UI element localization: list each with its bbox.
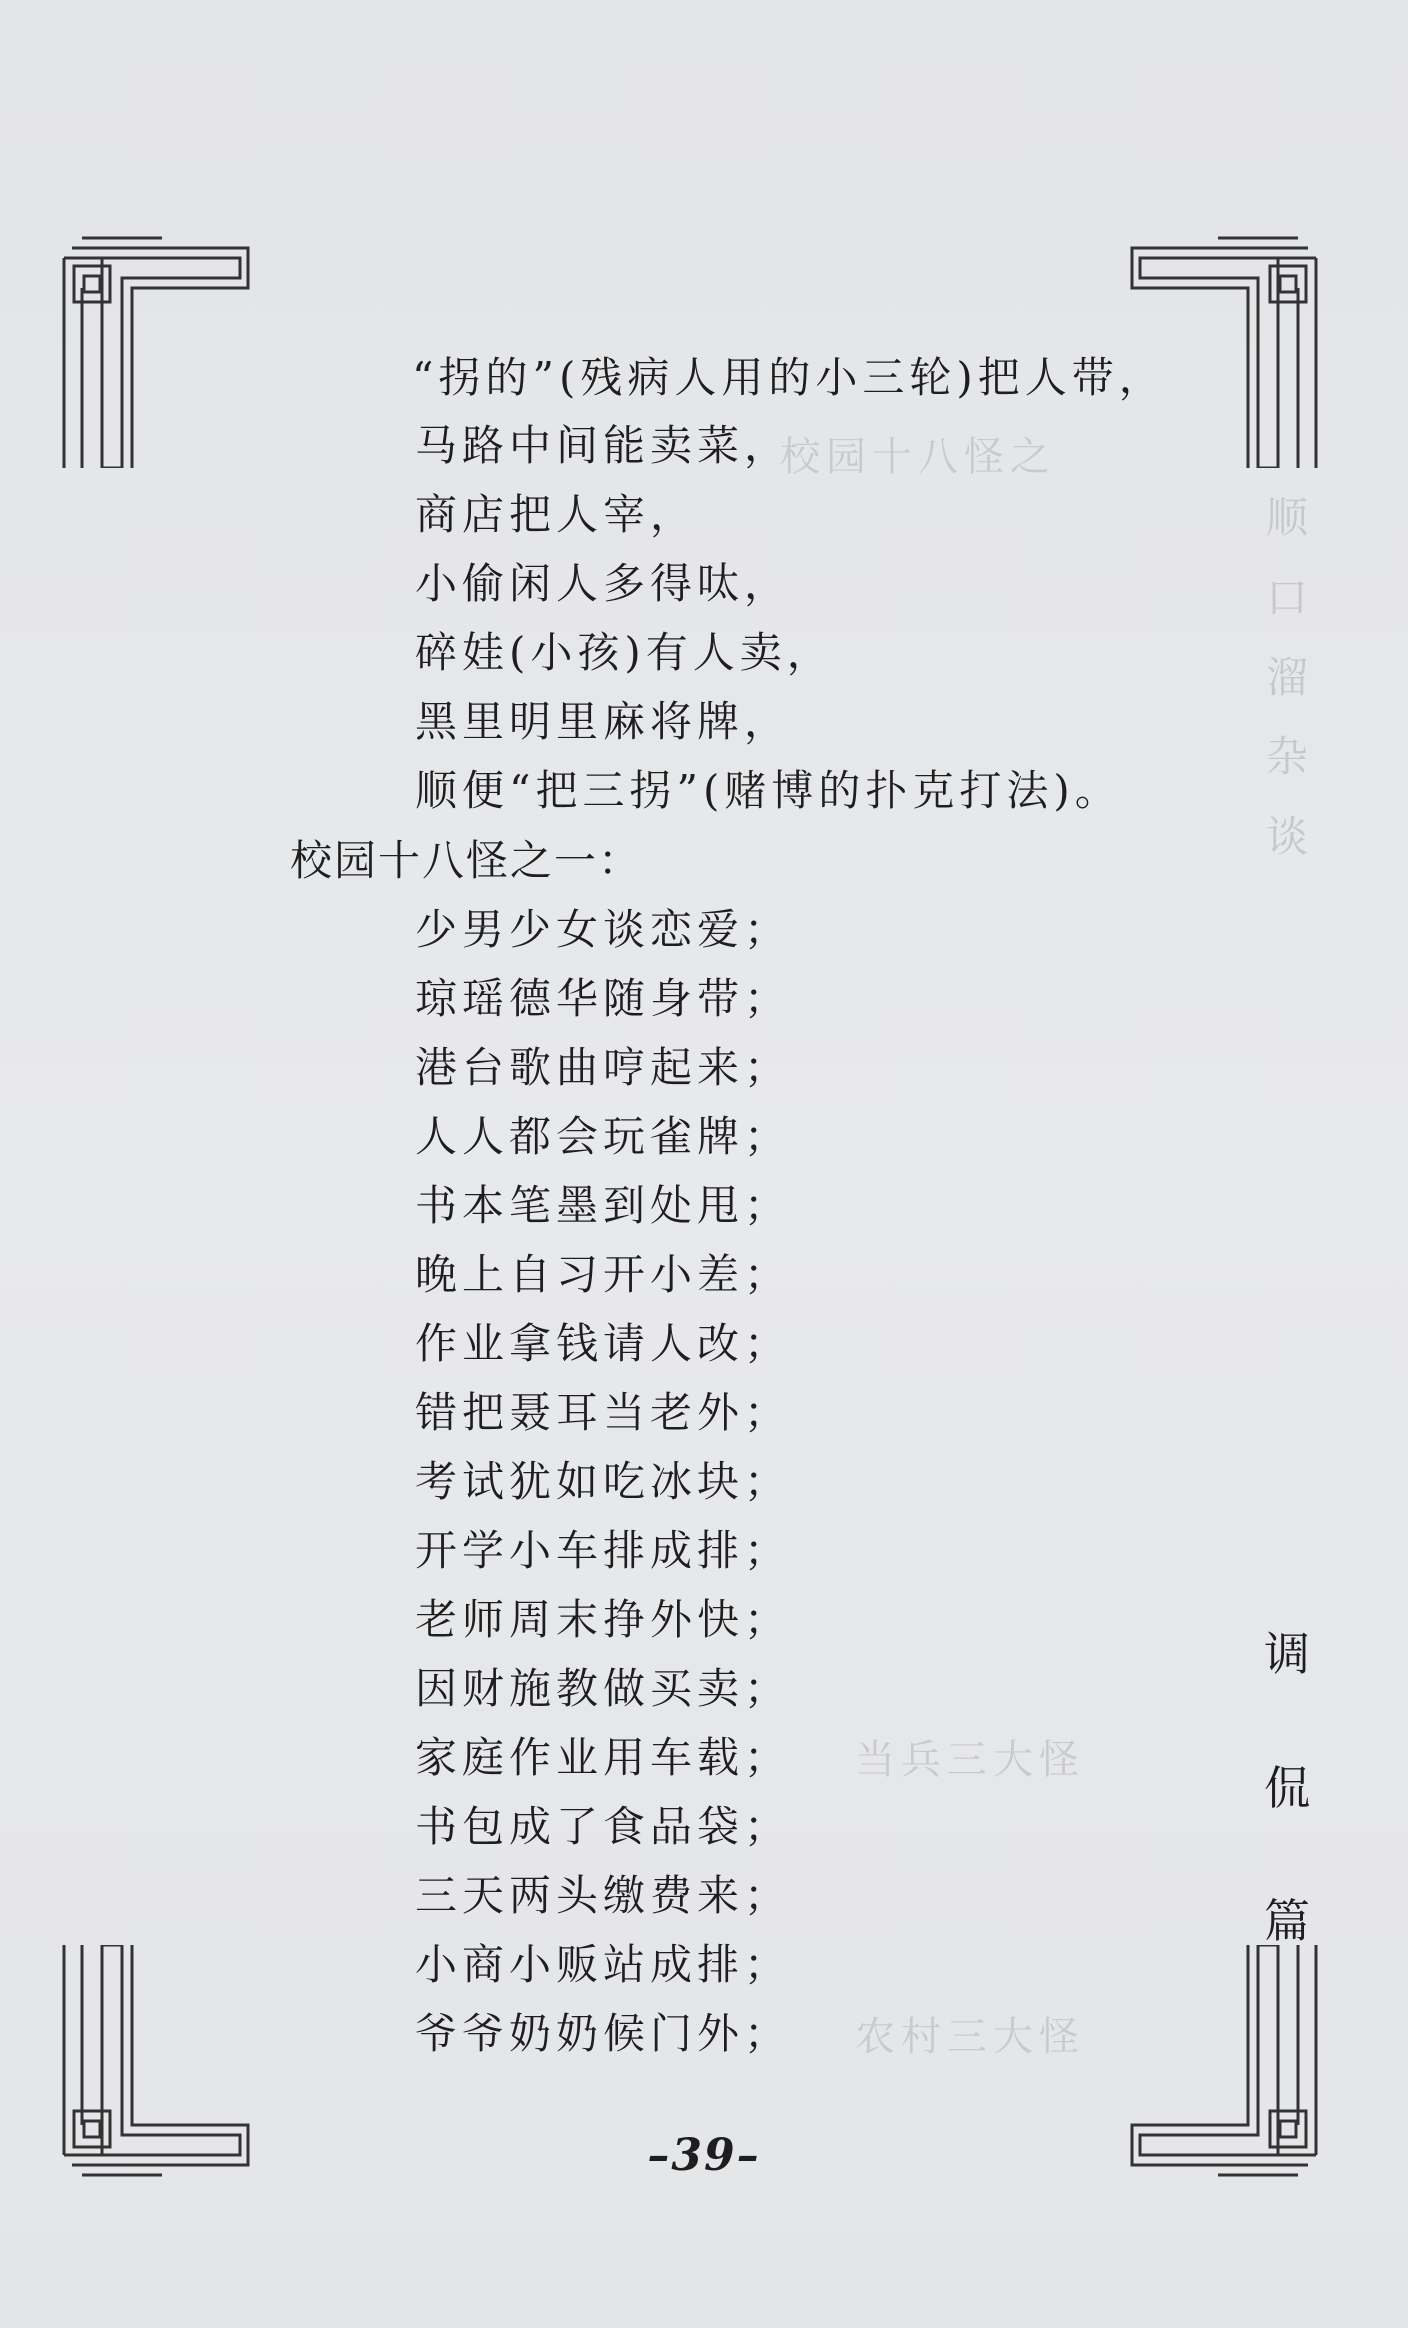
verse-line: 开学小车排成排； — [415, 1526, 792, 1575]
verse-line: 书本笔墨到处甩； — [415, 1181, 792, 1230]
verse-line: 商店把人宰， — [415, 490, 698, 539]
verse-line: 人人都会玩雀牌； — [415, 1112, 792, 1161]
verse-line: 因财施教做买卖； — [415, 1664, 792, 1713]
verse-line: 碎娃(小孩)有人卖， — [415, 628, 834, 677]
verse-line: 港台歌曲哼起来； — [415, 1043, 792, 1092]
verse-line: 少男少女谈恋爱； — [415, 905, 792, 954]
verse-line: 老师周末挣外快； — [415, 1595, 792, 1644]
verse-line: 家庭作业用车载； — [415, 1733, 792, 1782]
verse-line: 小偷闲人多得呔， — [415, 559, 792, 608]
verse-line: 顺便“把三拐”(赌博的扑克打法)。 — [415, 766, 1122, 815]
verse-line: 考试犹如吃冰块； — [415, 1457, 792, 1506]
show-through-char: 顺 — [1265, 493, 1308, 542]
verse-line: 作业拿钱请人改； — [415, 1319, 792, 1368]
page-number: –39– — [647, 2130, 761, 2181]
show-through-char: 谈 — [1265, 812, 1308, 862]
verse-line: 琼瑶德华随身带； — [415, 974, 792, 1023]
show-through-line: 当兵三大怪 — [855, 1737, 1085, 1783]
section-label-char: 篇 — [1264, 1894, 1310, 1948]
verse-line: 黑里明里麻将牌， — [415, 697, 792, 746]
show-through-line: 农村三大怪 — [855, 2014, 1085, 2060]
show-through-vertical — [1262, 478, 1312, 877]
verse-line: 晚上自习开小差； — [415, 1250, 792, 1299]
section-label-char: 调 — [1264, 1627, 1310, 1681]
verse-line: 三天两头缴费来； — [415, 1871, 792, 1920]
corner-ornament-top-left — [62, 228, 252, 468]
verse-line: “拐的”(残病人用的小三轮)把人带， — [412, 353, 1166, 402]
verse-line: 小商小贩站成排； — [415, 1940, 792, 1989]
show-through-char: 杂 — [1265, 732, 1308, 782]
verse-line: 书包成了食品袋； — [415, 1802, 792, 1851]
section-label-char: 侃 — [1264, 1761, 1310, 1815]
verse-line: 马路中间能卖菜， — [415, 421, 792, 470]
verse-line: 爷爷奶奶候门外； — [415, 2009, 792, 2058]
show-through-line: 校园十八怪之 — [780, 434, 1056, 480]
corner-ornament-top-right — [1128, 228, 1318, 468]
verse-line: 错把聂耳当老外； — [415, 1388, 792, 1437]
show-through-char: 口 — [1265, 572, 1308, 622]
show-through-char: 溜 — [1265, 652, 1308, 702]
section-heading: 校园十八怪之一： — [290, 836, 643, 885]
